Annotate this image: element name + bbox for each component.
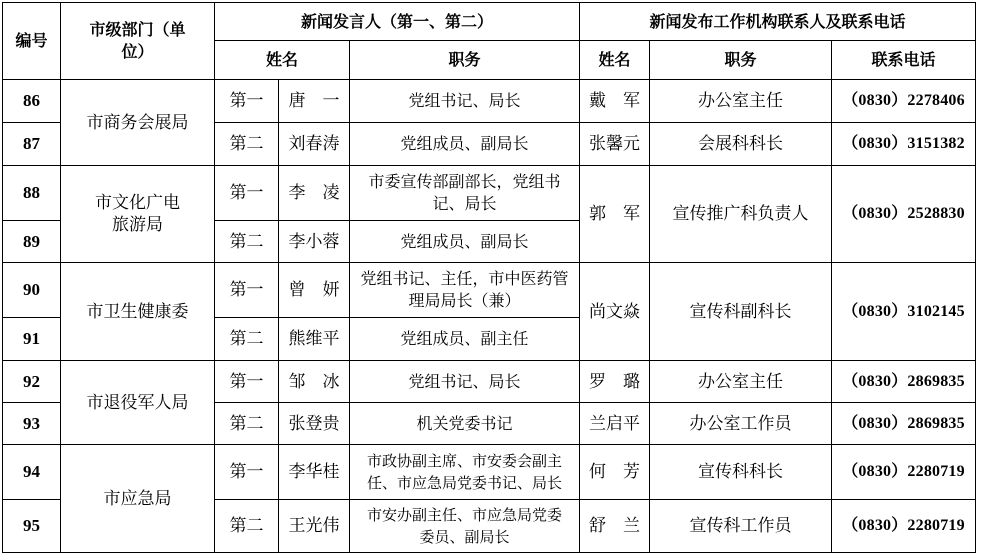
- header-row-1: [3, 3, 976, 41]
- spokes-name: 李 凌: [279, 166, 350, 221]
- row-number: 87: [3, 123, 61, 166]
- table-row: [3, 263, 976, 318]
- spokes-duty: 机关党委书记: [350, 403, 580, 445]
- row-number: 91: [3, 318, 61, 361]
- spokes-duty: 市安办副主任、市应急局党委委员、副局长: [350, 500, 580, 553]
- spokes-order: 第二: [215, 221, 279, 263]
- contact-role: 办公室工作员: [650, 403, 832, 445]
- contact-phone: （0830）2528830: [832, 166, 976, 263]
- spokes-duty: 党组书记、局长: [350, 80, 580, 123]
- contact-name: 罗 璐: [580, 361, 650, 403]
- spokes-duty: 党组成员、副局长: [350, 221, 580, 263]
- spokes-order: 第二: [215, 318, 279, 361]
- header-no: 编号: [3, 3, 61, 80]
- spokes-order: 第一: [215, 166, 279, 221]
- spokes-duty: 党组书记、主任，市中医药管理局局长（兼）: [350, 263, 580, 318]
- dept-name: 市商务会展局: [61, 80, 215, 166]
- spokes-order: 第一: [215, 445, 279, 500]
- spokes-name: 刘春涛: [279, 123, 350, 166]
- header-contact-duty: 职务: [650, 41, 832, 80]
- spokes-name: 王光伟: [279, 500, 350, 553]
- contact-phone: （0830）2869835: [832, 361, 976, 403]
- header-spokes-name: 姓名: [215, 41, 350, 80]
- dept-name: 市卫生健康委: [61, 263, 215, 361]
- header-dept: 市级部门（单位）: [61, 3, 215, 80]
- contact-phone: （0830）2869835: [832, 403, 976, 445]
- contact-role: 宣传科科长: [650, 445, 832, 500]
- contact-name: 张馨元: [580, 123, 650, 166]
- contact-role: 办公室主任: [650, 361, 832, 403]
- spokes-order: 第二: [215, 123, 279, 166]
- contact-name: 舒 兰: [580, 500, 650, 553]
- spokes-name: 熊维平: [279, 318, 350, 361]
- spokes-name: 李华桂: [279, 445, 350, 500]
- dept-name: 市退役军人局: [61, 361, 215, 445]
- header-contact-name: 姓名: [580, 41, 650, 80]
- spokes-order: 第一: [215, 80, 279, 123]
- row-number: 93: [3, 403, 61, 445]
- contact-phone: （0830）2280719: [832, 500, 976, 553]
- contact-name: 兰启平: [580, 403, 650, 445]
- contact-role: 宣传推广科负责人: [650, 166, 832, 263]
- contact-name: 尚文焱: [580, 263, 650, 361]
- spokes-order: 第二: [215, 500, 279, 553]
- contact-role: 办公室主任: [650, 80, 832, 123]
- spokes-duty: 市委宣传部副部长，党组书记、局长: [350, 166, 580, 221]
- contact-phone: （0830）3102145: [832, 263, 976, 361]
- contact-role: 会展科科长: [650, 123, 832, 166]
- contact-role: 宣传科副科长: [650, 263, 832, 361]
- spokes-name: 唐 一: [279, 80, 350, 123]
- row-number: 95: [3, 500, 61, 553]
- spokes-name: 李小蓉: [279, 221, 350, 263]
- spokes-duty: 党组成员、副主任: [350, 318, 580, 361]
- contact-phone: （0830）2280719: [832, 445, 976, 500]
- table-row: [3, 166, 976, 221]
- header-contact-phone: 联系电话: [832, 41, 976, 80]
- dept-name: 市文化广电旅游局: [61, 166, 215, 263]
- spokes-duty: 市政协副主席、市安委会副主任、市应急局党委书记、局长: [350, 445, 580, 500]
- spokes-order: 第一: [215, 361, 279, 403]
- contact-name: 何 芳: [580, 445, 650, 500]
- row-number: 86: [3, 80, 61, 123]
- table-row: [3, 445, 976, 500]
- table-row: [3, 80, 976, 123]
- row-number: 89: [3, 221, 61, 263]
- contact-phone: （0830）2278406: [832, 80, 976, 123]
- header-contact: 新闻发布工作机构联系人及联系电话: [580, 3, 976, 41]
- spokes-duty: 党组成员、副局长: [350, 123, 580, 166]
- row-number: 90: [3, 263, 61, 318]
- contact-role: 宣传科工作员: [650, 500, 832, 553]
- spokes-name: 邹 冰: [279, 361, 350, 403]
- dept-name: 市应急局: [61, 445, 215, 553]
- spokes-order: 第二: [215, 403, 279, 445]
- contact-name: 戴 军: [580, 80, 650, 123]
- row-number: 88: [3, 166, 61, 221]
- spokesperson-table: [2, 2, 976, 553]
- contact-name: 郭 军: [580, 166, 650, 263]
- contact-phone: （0830）3151382: [832, 123, 976, 166]
- spokes-duty: 党组书记、局长: [350, 361, 580, 403]
- row-number: 92: [3, 361, 61, 403]
- header-spokes-duty: 职务: [350, 41, 580, 80]
- spokes-name: 张登贵: [279, 403, 350, 445]
- table-row: [3, 361, 976, 403]
- header-spokesperson: 新闻发言人（第一、第二）: [215, 3, 580, 41]
- spokes-order: 第一: [215, 263, 279, 318]
- spokes-name: 曾 妍: [279, 263, 350, 318]
- row-number: 94: [3, 445, 61, 500]
